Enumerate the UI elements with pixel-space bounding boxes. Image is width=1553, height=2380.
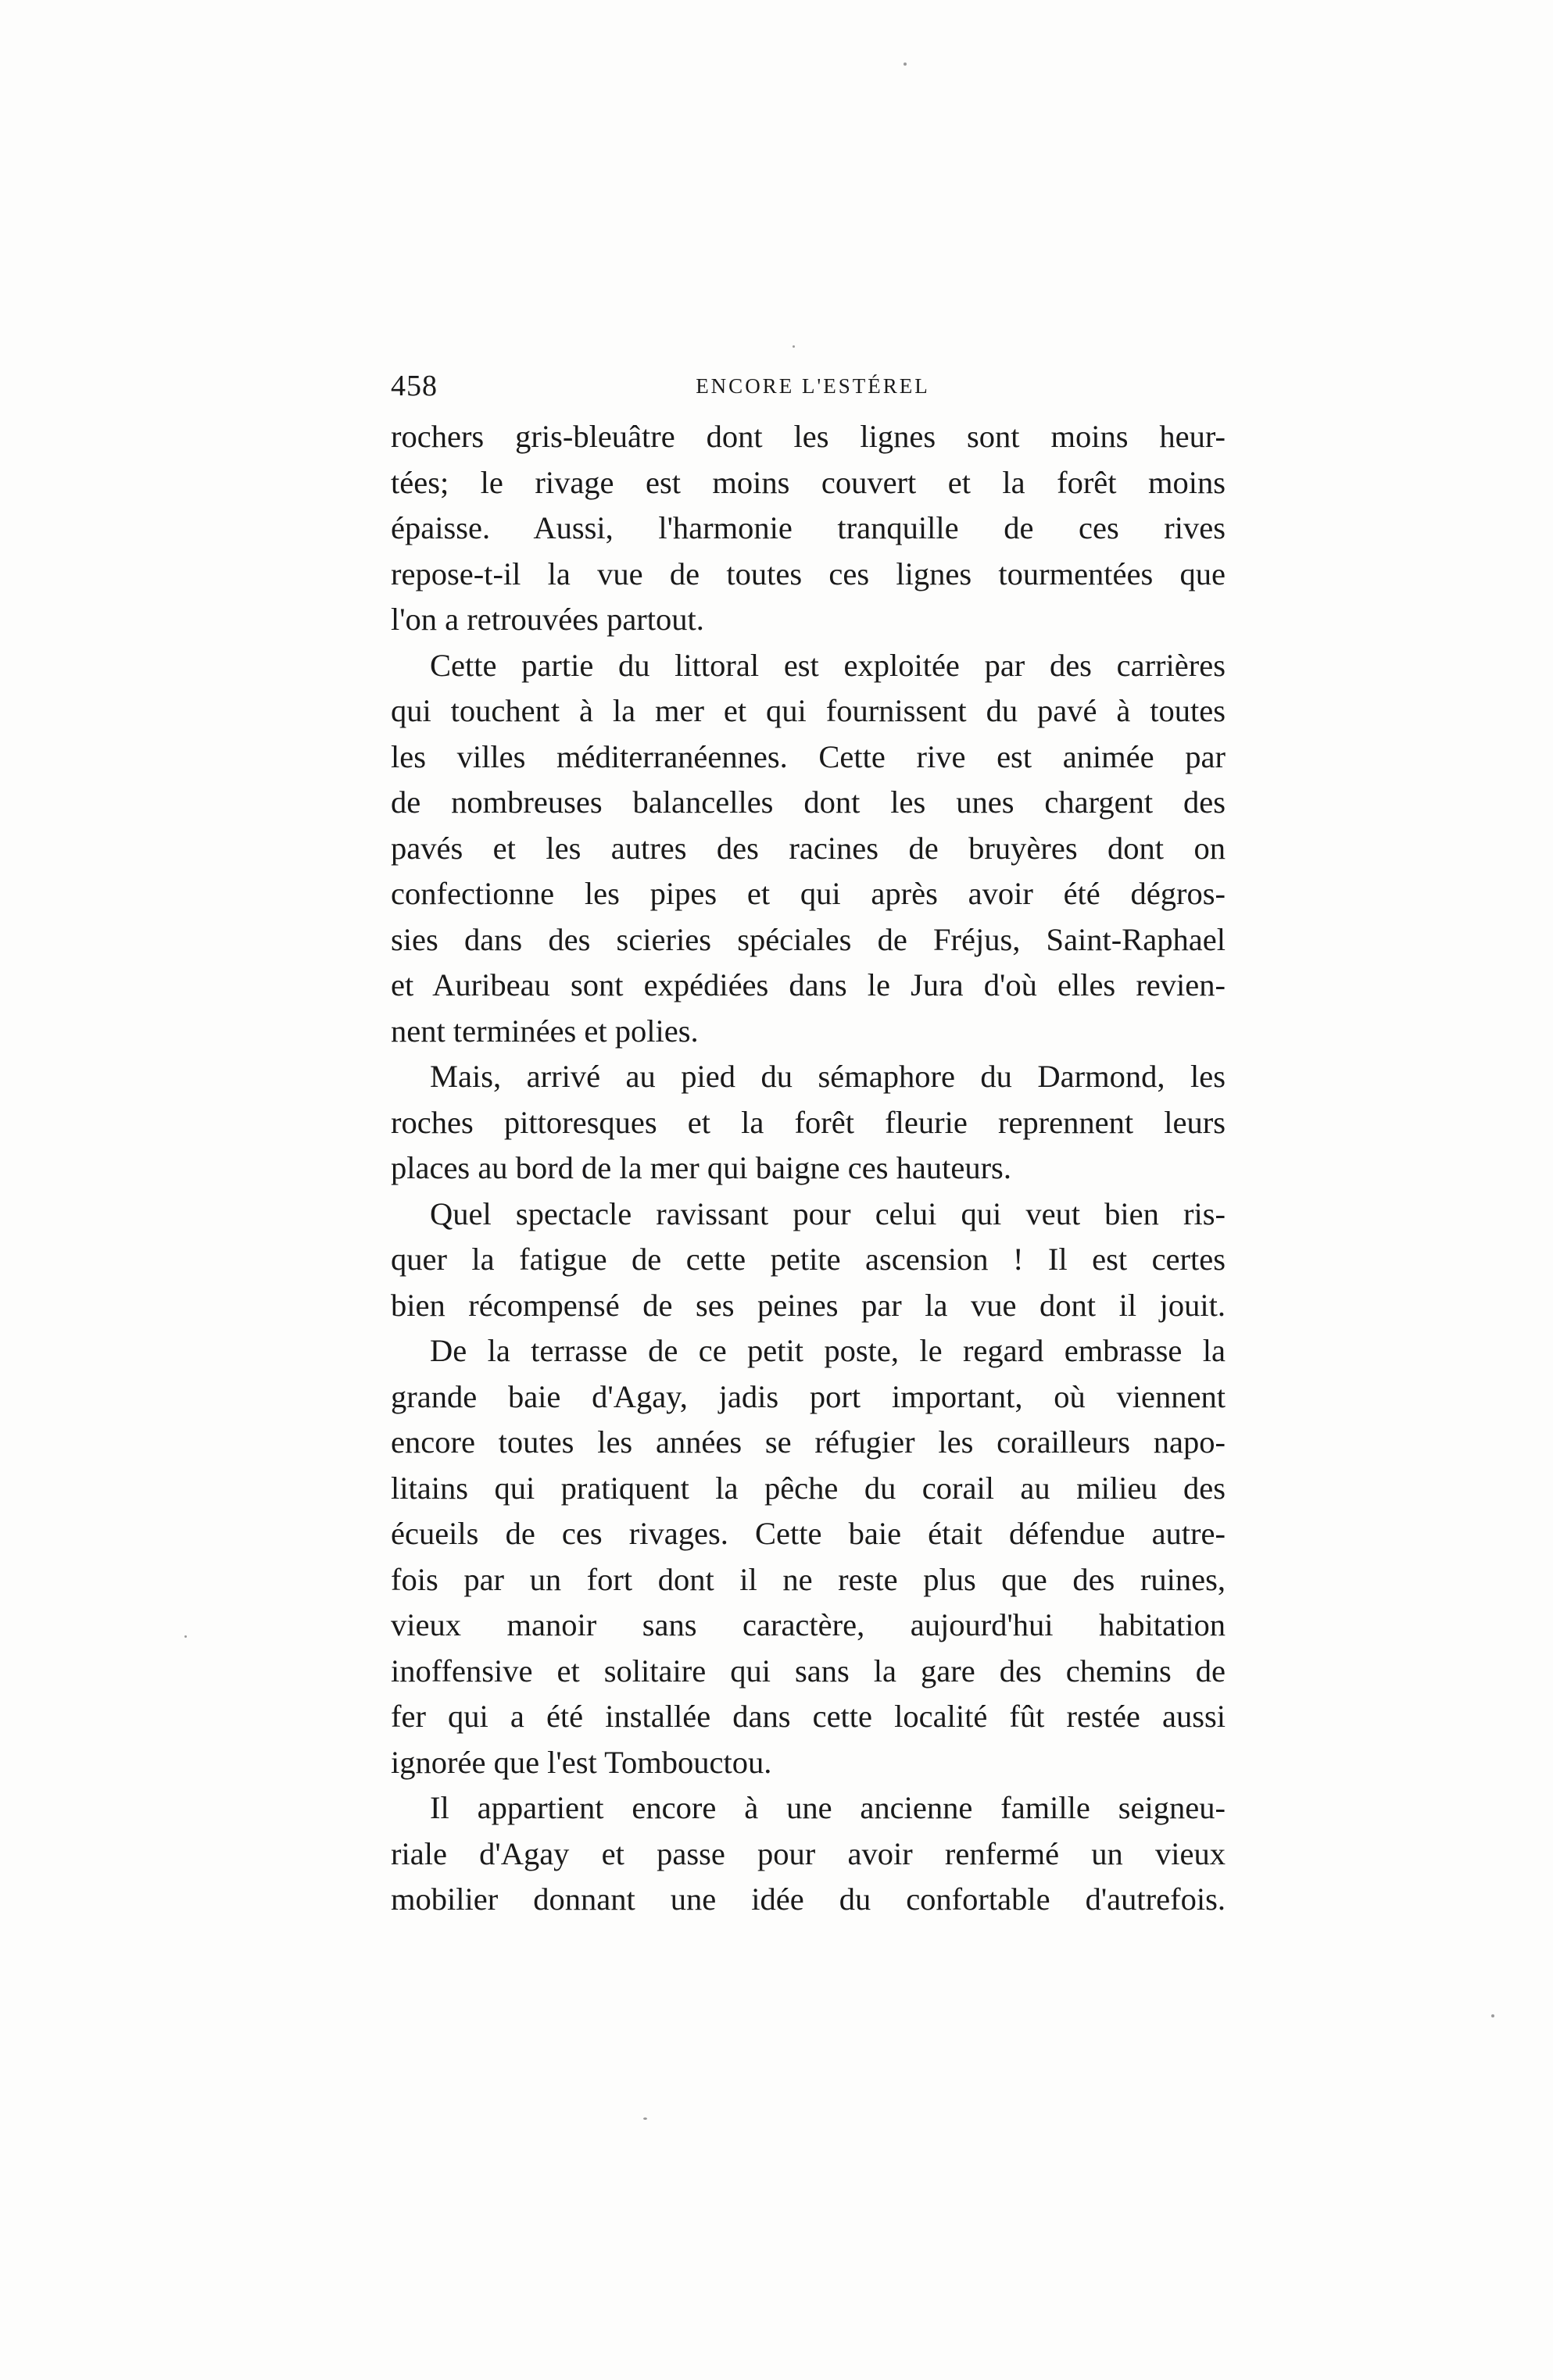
text-line: vieux manoir sans caractère, aujourd'hui habitation bbox=[391, 1607, 1226, 1642]
text-line: Il appartient encore à une ancienne famille seigneu- bbox=[430, 1790, 1226, 1825]
text-line: fer qui a été installée dans cette localité fût restée aussi bbox=[391, 1699, 1226, 1734]
text-line: épaisse. Aussi, l'harmonie tranquille de ces rives bbox=[391, 510, 1226, 545]
text-line: l'on a retrouvées partout. bbox=[391, 602, 704, 637]
scan-speck bbox=[793, 345, 795, 348]
paragraph-5 bbox=[391, 1328, 1226, 1785]
text-line: Quel spectacle ravissant pour celui qui veut bien ris- bbox=[430, 1195, 1226, 1231]
text-line: rochers gris-bleuâtre dont les lignes sont moins heur- bbox=[391, 419, 1226, 454]
text-line: pavés et les autres des racines de bruyères dont on bbox=[391, 830, 1226, 866]
text-line: encore toutes les années se réfugier les corailleurs napo- bbox=[391, 1424, 1226, 1460]
text-line: et Auribeau sont expédiées dans le Jura d'où elles revien- bbox=[391, 967, 1226, 1002]
body-text bbox=[391, 414, 1226, 1923]
scan-speck bbox=[184, 1635, 187, 1638]
running-title: ENCORE L'ESTÉREL bbox=[696, 374, 930, 398]
text-line: fois par un fort dont il ne reste plus que des ruines, bbox=[391, 1561, 1226, 1597]
text-line: nent terminées et polies. bbox=[391, 1013, 699, 1049]
text-line: qui touchent à la mer et qui fournissent du pavé à toutes bbox=[391, 693, 1226, 728]
text-line: places au bord de la mer qui baigne ces hauteurs. bbox=[391, 1150, 1011, 1185]
text-line: inoffensive et solitaire qui sans la gare des chemins de bbox=[391, 1653, 1226, 1689]
text-line: confectionne les pipes et qui après avoir été dégros- bbox=[391, 876, 1226, 911]
scan-speck bbox=[1491, 2014, 1494, 2017]
page-number: 458 bbox=[391, 370, 438, 402]
text-line: litains qui pratiquent la pêche du corail au milieu des bbox=[391, 1470, 1226, 1506]
text-line: mobilier donnant une idée du confortable d'autrefois. bbox=[391, 1881, 1226, 1917]
page-header bbox=[391, 366, 1235, 406]
paragraph-3 bbox=[391, 1054, 1226, 1192]
scan-speck bbox=[643, 2117, 647, 2120]
text-line: de nombreuses balancelles dont les unes chargent des bbox=[391, 784, 1226, 820]
text-line: repose-t-il la vue de toutes ces lignes tourmentées que bbox=[391, 556, 1226, 591]
text-line: quer la fatigue de cette petite ascension ! Il est certes bbox=[391, 1242, 1226, 1277]
scan-speck bbox=[904, 63, 907, 66]
paragraph-4 bbox=[391, 1192, 1226, 1329]
text-line: bien récompensé de ses peines par la vue dont il jouit. bbox=[391, 1287, 1226, 1323]
text-line: grande baie d'Agay, jadis port important, où viennent bbox=[391, 1378, 1226, 1414]
text-line: les villes méditerranéennes. Cette rive est animée par bbox=[391, 738, 1226, 774]
text-line: écueils de ces rivages. Cette baie était défendue autre- bbox=[391, 1516, 1226, 1551]
paragraph-2 bbox=[391, 643, 1226, 1055]
text-line: riale d'Agay et passe pour avoir renfermé un vieux bbox=[391, 1835, 1226, 1871]
text-line: De la terrasse de ce petit poste, le regard embrasse la bbox=[430, 1333, 1226, 1368]
text-line: ignorée que l'est Tombouctou. bbox=[391, 1744, 772, 1780]
text-line: sies dans des scieries spéciales de Fréjus, Saint-Raphael bbox=[391, 921, 1226, 957]
text-line: tées; le rivage est moins couvert et la forêt moins bbox=[391, 464, 1226, 500]
text-line: roches pittoresques et la forêt fleurie reprennent leurs bbox=[391, 1104, 1226, 1140]
text-line: Cette partie du littoral est exploitée par des carrières bbox=[430, 647, 1226, 683]
text-line: Mais, arrivé au pied du sémaphore du Darmond, les bbox=[430, 1059, 1226, 1094]
paragraph-6 bbox=[391, 1785, 1226, 1923]
paragraph-1 bbox=[391, 414, 1226, 643]
